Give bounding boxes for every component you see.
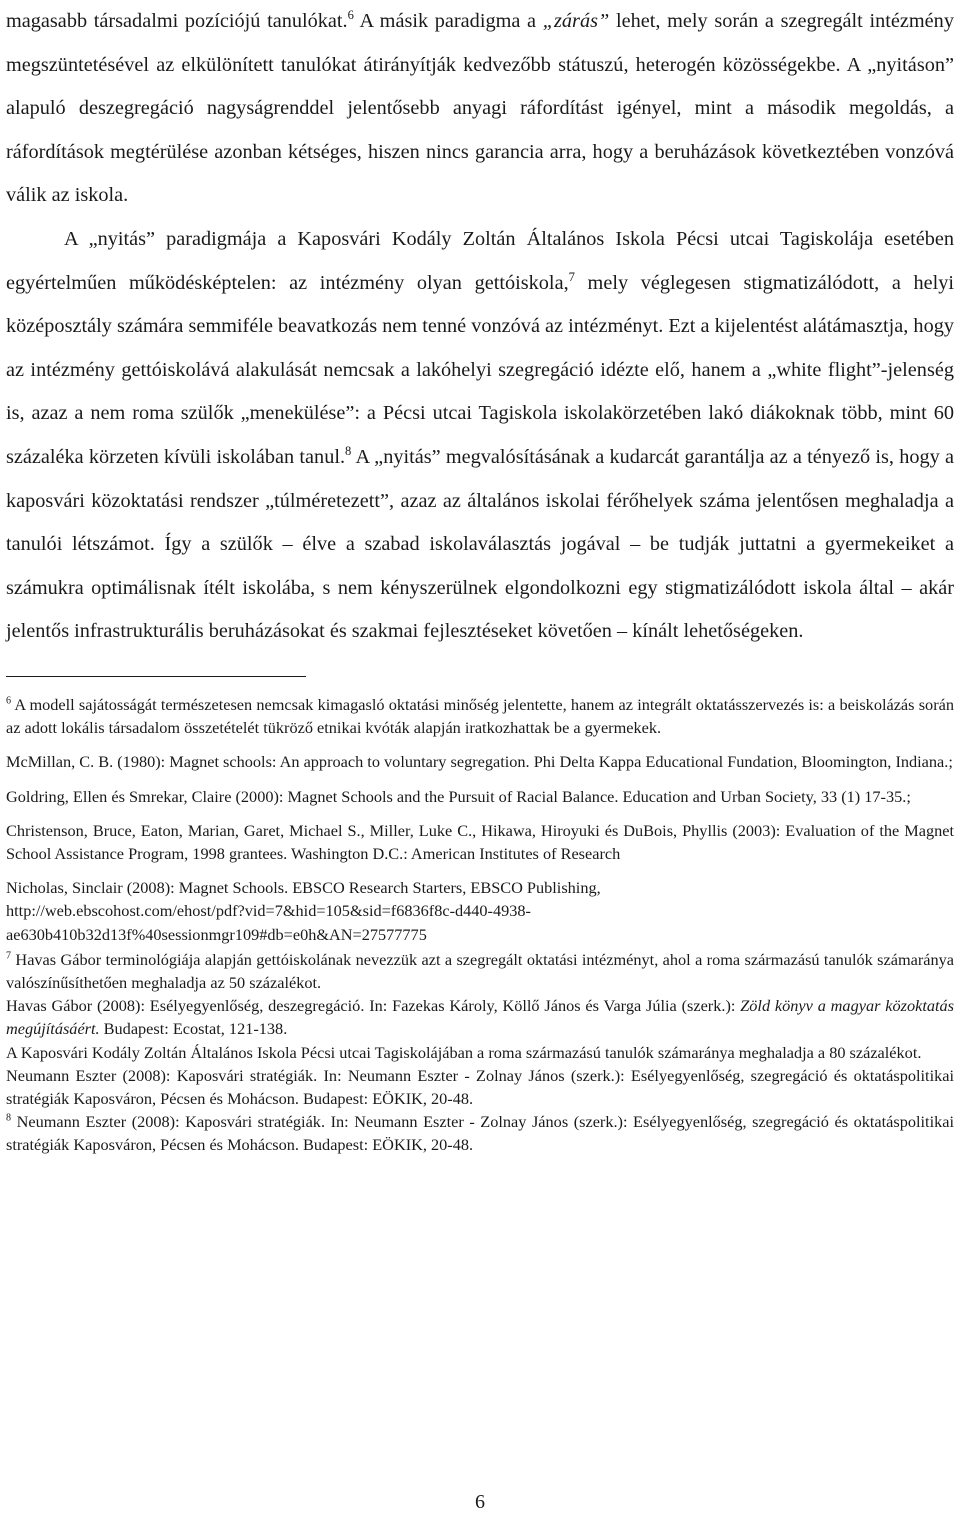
- footnote-ref-7[interactable]: 7: [568, 269, 575, 284]
- p2-text-2: mely véglegesen stigmatizálódott, a helyi középosztály számára semmiféle beavatkozás nem tenné vonzóvá az intézményt. Ezt a kijelentést alátámasztja, hogy az intézmény gettóiskolává alakulását nemcsak a lakóhelyi szegregáció idézte elő, hanem a „white flight”-jelenség is, azaz a nem roma szülők „menekülése”: a Pécsi utcai Tagiskola iskolakörzetében lakó diákoknak több, mint 60 százaléka körzeten kívüli iskolában tanul.: [6, 271, 954, 468]
- p1-emphasis-zaras: „zárás”: [542, 10, 610, 32]
- reference-mcmillan: McMillan, C. B. (1980): Magnet schools: An approach to voluntary segregation. Phi Delta Kappa Educational Fundation, Bloomington, Indiana.;: [6, 752, 953, 772]
- footnotes: [6, 693, 954, 1157]
- footnote-6: [6, 693, 954, 739]
- note-kaposvar: A Kaposvári Kodály Zoltán Általános Iskola Pécsi utcai Tagiskolájában a roma származású tanulók számaránya meghaladja a 80 százalékot.: [6, 1042, 922, 1062]
- footnote-7-number: 7: [6, 950, 12, 962]
- reference-havas-title: Zöld könyv a magyar közoktatás megújításáért.: [6, 996, 954, 1039]
- reference-havas-text-2: Budapest: Ecostat, 121-138.: [99, 1019, 288, 1039]
- footnote-7: [6, 948, 954, 994]
- footnote-7-text: Havas Gábor terminológiája alapján gettóiskolának nevezzük azt a szegregált oktatási intézményt, ahol a roma származású tanulók számaránya valószínűsíthetően meghaladja az 50 százalékot.: [6, 949, 954, 992]
- p1-text-2: A másik paradigma a: [353, 10, 543, 32]
- reference-christenson: Christenson, Bruce, Eaton, Marian, Garet, Michael S., Miller, Luke C., Hikawa, Hiroyuki és DuBois, Phyllis (2003): Evaluation of the Magnet School Assistance Program, 1998 grantees. Washington D.C.: American Institutes of Research: [6, 820, 954, 863]
- footnote-ref-6[interactable]: 6: [347, 8, 354, 23]
- reference-havas-text-1: Havas Gábor (2008): Esélyegyenlőség, deszegregáció. In: Fazekas Károly, Köllő János és Varga Júlia (szerk.):: [6, 996, 741, 1016]
- page-number: 6: [475, 1491, 485, 1513]
- reference-nicholas-line-1: Nicholas, Sinclair (2008): Magnet Schools. EBSCO Research Starters, EBSCO Publishing,: [6, 878, 601, 898]
- document-page: [6, 0, 954, 1517]
- footnote-6-text: A modell sajátosságát természetesen nemcsak kimagasló oktatási minőség jelentette, hanem az integrált oktatásszervezés is: a beiskolázás során az adott lokális társadalom összetételét tükröző etnikai kvóták alapján iratkozhattak be a gyermekek.: [6, 694, 954, 738]
- footnote-separator: [6, 676, 306, 677]
- paragraph-1: [6, 0, 954, 218]
- reference-neumann-1: Neumann Eszter (2008): Kaposvári stratégiák. In: Neumann Eszter - Zolnay János (szerk.): Esélyegyenlőség, szegregáció és oktatáspolitikai stratégiák Kaposváron, Pécsen és Mohácson. Budapest: EÖKIK, 20-48.: [6, 1065, 954, 1108]
- footnote-8-number: 8: [6, 1112, 12, 1124]
- footnote-ref-8[interactable]: 8: [345, 444, 352, 459]
- paragraph-2: [6, 218, 954, 654]
- footnote-6-number: 6: [6, 695, 12, 707]
- reference-havas: [6, 994, 954, 1040]
- main-text: [6, 0, 954, 654]
- reference-nicholas-link[interactable]: http://web.ebscohost.com/ehost/pdf?vid=7&hid=105&sid=f6836f8c-d440-4938- ae630b410b32d13f%40sessionmgr109#db=e0h&AN=27577775: [6, 901, 531, 944]
- reference-goldring: Goldring, Ellen és Smrekar, Claire (2000): Magnet Schools and the Pursuit of Racial Balance. Education and Urban Society, 33 (1) 17-35.;: [6, 786, 911, 806]
- p2-text-3: A „nyitás” megvalósításának a kudarcát garantálja az a tényező is, hogy a kaposvári közoktatási rendszer „túlméretezett”, azaz az általános iskolai férőhelyek száma jelentősen meghaladja a tanulói létszámot. Így a szülők – élve a szabad iskolaválasztás jogával – be tudják juttatni a gyermekeiket a számukra optimálisnak ítélt iskolába, s nem kényszerülnek elgondolkozni egy stigmatizálódott iskola által – akár jelentős infrastrukturális beruházásokat és szakmai fejlesztéseket követően – kínált lehetőségeken.: [6, 445, 954, 643]
- p1-text-3: lehet, mely során a szegregált intézmény megszüntetésével az elkülönített tanulókat átirányítják kedvezőbb státuszú, heterogén közösségekbe. A „nyitáson” alapuló deszegregáció nagyságrenddel jelentősebb anyagi ráfordítást igényel, mint a második megoldás, a ráfordítások megtérülése azonban kétséges, hiszen nincs garancia arra, hogy a beruházások következtében vonzóvá válik az iskola.: [6, 10, 954, 207]
- reference-nicholas: [6, 876, 954, 946]
- footnote-8-text: Neumann Eszter (2008): Kaposvári stratégiák. In: Neumann Eszter - Zolnay János (szerk.): Esélyegyenlőség, szegregáció és oktatáspolitikai stratégiák Kaposváron, Pécsen és Mohácson. Budapest: EÖKIK, 20-48.: [6, 1112, 954, 1155]
- p2-text-1: A „nyitás” paradigmája a Kaposvári Kodály Zoltán Általános Iskola Pécsi utcai Tagiskolája esetében egyértelműen működésképtelen: az intézmény olyan gettóiskola,: [6, 227, 954, 294]
- p1-text-1: magasabb társadalmi pozíciójú tanulókat.: [6, 10, 348, 32]
- footnote-8: [6, 1110, 954, 1156]
